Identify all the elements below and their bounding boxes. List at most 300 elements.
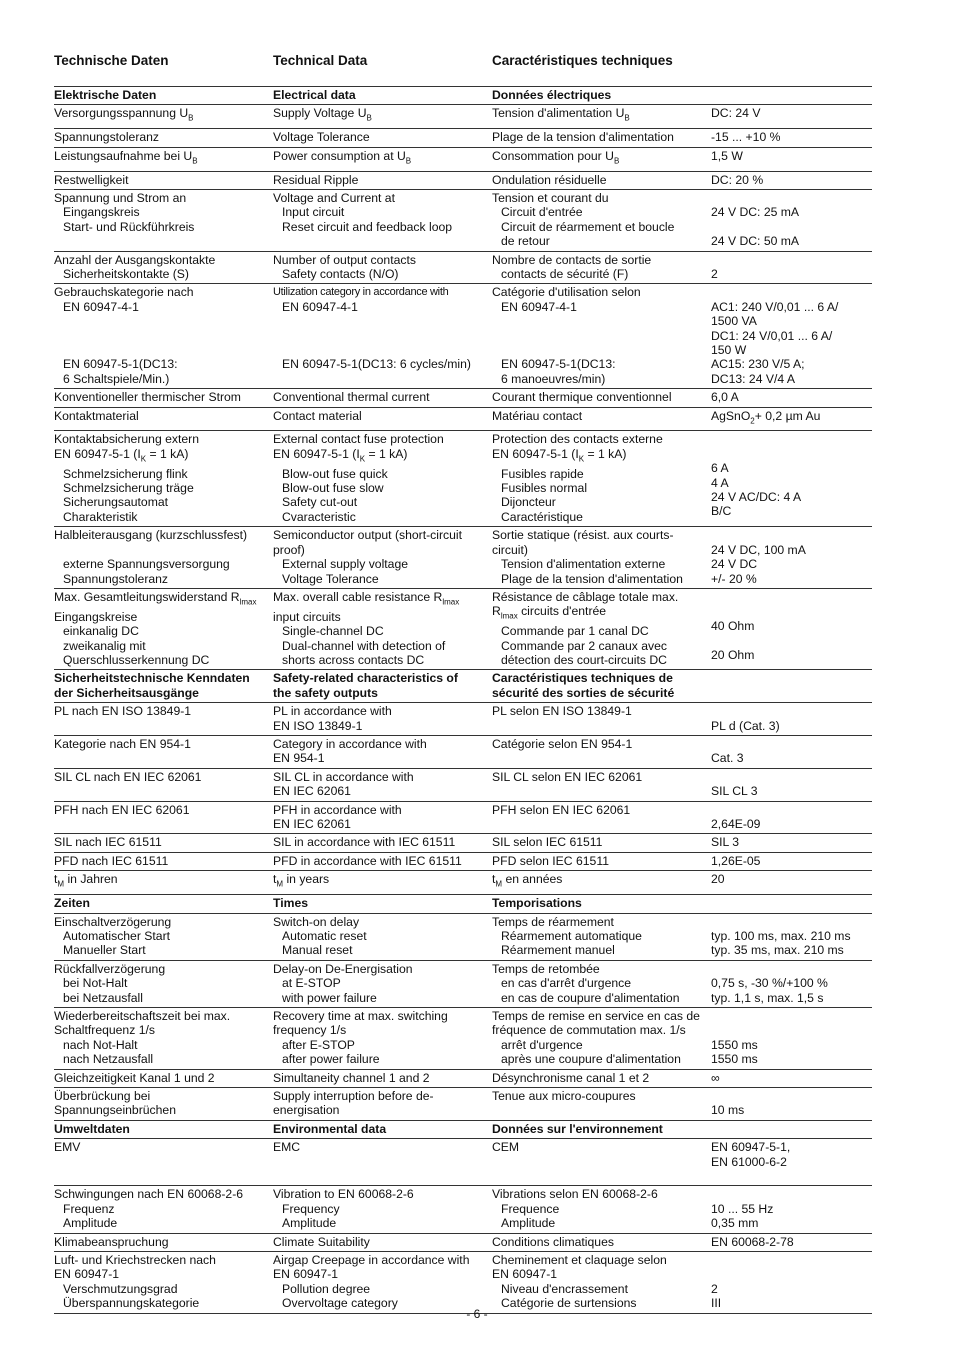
english-line: with power failure	[282, 990, 377, 1005]
german-line: Wiederbereitschaftszeit bei max.	[54, 1008, 231, 1023]
german-cell	[54, 1252, 273, 1314]
table-row	[54, 105, 872, 129]
french-cell	[492, 1186, 711, 1233]
english-line: Dual-channel with detection of	[282, 638, 446, 653]
value-line: 1,26E-05	[711, 853, 761, 868]
english-line: Voltage Tolerance	[282, 571, 379, 586]
german-cell	[54, 431, 273, 527]
value-cell	[711, 389, 872, 407]
german-cell	[54, 389, 273, 407]
french-cell	[492, 834, 711, 852]
german-cell	[54, 1186, 273, 1233]
english-line: Times	[273, 896, 309, 911]
header-english: Technical Data	[273, 53, 368, 68]
value-cell	[711, 189, 872, 251]
german-line: Schwingungen nach EN 60068-2-6	[54, 1187, 244, 1202]
french-line: Frequence	[501, 1201, 560, 1216]
french-line: PL selon EN ISO 13849-1	[492, 704, 632, 719]
german-line: SIL nach IEC 61511	[54, 835, 162, 850]
french-line: Catégorie d'utilisation selon	[492, 285, 641, 300]
english-line: Category in accordance with	[273, 737, 427, 752]
section-header-row	[54, 87, 872, 105]
german-cell	[54, 87, 273, 105]
subscript: M	[276, 879, 284, 889]
german-line: Einschaltverzögerung	[54, 914, 172, 929]
french-line: sécurité des sorties de sécurité	[492, 685, 675, 700]
value-line: DC: 24 V	[711, 106, 761, 121]
english-cell	[273, 431, 492, 527]
value-cell	[711, 87, 872, 105]
french-line	[492, 1155, 711, 1169]
english-line: EN 60947-1	[273, 1267, 339, 1282]
german-line: Max. Gesamtleitungswiderstand $R_{lmax}$	[54, 589, 257, 607]
german-line: EMV	[54, 1140, 81, 1155]
value-line	[711, 447, 872, 461]
english-line: Recovery time at max. switching	[273, 1008, 448, 1023]
value-line: 2	[711, 266, 718, 281]
french-cell	[492, 251, 711, 284]
french-line: Tenue aux micro-coupures	[492, 1088, 636, 1103]
value-cell	[711, 129, 872, 147]
value-line: 1,5 W	[711, 148, 743, 163]
french-line	[492, 751, 711, 765]
german-line	[54, 343, 273, 357]
value-line	[711, 220, 872, 234]
french-cell	[492, 1252, 711, 1314]
french-line: CEM	[492, 1140, 520, 1155]
french-line: PFH selon EN IEC 62061	[492, 802, 631, 817]
french-line: Caractéristique	[501, 509, 583, 524]
french-line: en cas d'arrêt d'urgence	[501, 976, 631, 991]
french-line: Amplitude	[501, 1216, 556, 1231]
value-line: 40 Ohm	[711, 618, 755, 633]
german-line: $t_M$ in Jahren	[54, 872, 118, 889]
german-line: EN 60947-5-1 ($I_K = 1$ kA)	[54, 446, 189, 464]
german-cell	[54, 895, 273, 913]
german-line	[54, 784, 273, 798]
german-line: Versorgungsspannung $U_B$	[54, 106, 194, 123]
value-cell	[711, 105, 872, 129]
table-row	[54, 431, 872, 527]
french-line: après une coupure d'alimentation	[501, 1052, 681, 1067]
english-line: Input circuit	[282, 205, 345, 220]
english-cell	[273, 736, 492, 769]
french-line: Données électriques	[492, 88, 612, 102]
section-header-row	[54, 1120, 872, 1138]
table-row	[54, 284, 872, 389]
value-line: typ. 1,1 s, max. 1,5 s	[711, 990, 824, 1005]
english-cell	[273, 960, 492, 1007]
german-line: Spannungstoleranz	[54, 130, 160, 145]
german-line: Sicherungsautomat	[63, 495, 169, 510]
value-line: 2	[711, 1281, 718, 1296]
french-line: Catégorie selon EN 954-1	[492, 737, 633, 752]
english-cell	[273, 407, 492, 431]
subscript: lmax	[442, 597, 460, 607]
german-line: Eingangskreise	[54, 609, 138, 624]
english-line: Voltage and Current at	[273, 190, 395, 205]
value-line: EN 60947-5-1,	[711, 1140, 791, 1155]
german-cell	[54, 960, 273, 1007]
table-row	[54, 588, 872, 669]
english-line: Reset circuit and feedback loop	[282, 219, 453, 234]
french-line: Tension d'alimentation $U_B$	[492, 106, 630, 123]
value-line	[711, 1009, 872, 1023]
english-line: External supply voltage	[282, 557, 409, 572]
french-cell	[492, 736, 711, 769]
english-line: Utilization category in accordance with	[273, 286, 449, 299]
value-cell	[711, 852, 872, 870]
page-header	[54, 53, 872, 71]
value-cell	[711, 1252, 872, 1314]
value-cell	[711, 171, 872, 189]
table-row	[54, 703, 872, 736]
french-cell	[492, 147, 711, 171]
value-cell	[711, 960, 872, 1007]
english-line: Semiconductor output (short-circuit	[273, 528, 462, 543]
french-line: fréquence de commutation max. 1/s	[492, 1023, 686, 1038]
german-cell	[54, 834, 273, 852]
english-line: SIL in accordance with IEC 61511	[273, 835, 456, 850]
subscript: M	[57, 879, 65, 889]
german-line: Start- und Rückführkreis	[63, 219, 195, 234]
german-line	[54, 543, 273, 557]
table-row	[54, 852, 872, 870]
value-cell	[711, 670, 872, 703]
section-header-row	[54, 895, 872, 913]
french-line: $t_M$ en années	[492, 872, 563, 889]
german-line: Amplitude	[63, 1216, 118, 1231]
french-line: en cas de coupure d'alimentation	[501, 990, 680, 1005]
value-line: B/C	[711, 504, 732, 519]
value-cell	[711, 147, 872, 171]
table-row	[54, 1139, 872, 1186]
french-line: détection des court-circuits DC	[501, 652, 667, 667]
german-cell	[54, 913, 273, 960]
value-line: 10 ms	[711, 1103, 745, 1118]
value-cell	[711, 913, 872, 960]
value-line: AgSnO$_2$+ 0,2 µm Au	[711, 408, 821, 426]
table-row	[54, 1069, 872, 1087]
french-cell	[492, 1139, 711, 1186]
german-line: Umweltdaten	[54, 1121, 130, 1136]
french-line: Résistance de câblage totale max.	[492, 589, 679, 604]
english-line	[273, 1169, 492, 1183]
value-line: 20 Ohm	[711, 647, 755, 662]
english-line: Environmental data	[273, 1121, 387, 1136]
french-cell	[492, 895, 711, 913]
german-line	[54, 1155, 273, 1169]
subscript: lmax	[239, 597, 257, 607]
german-line: Elektrische Daten	[54, 88, 157, 102]
subscript: K	[140, 454, 147, 464]
german-line: Spannungstoleranz	[63, 571, 169, 586]
subscript: 2	[750, 416, 755, 426]
value-line	[711, 1089, 872, 1103]
english-line: Electrical data	[273, 88, 356, 102]
english-line: Conventional thermal current	[273, 390, 430, 405]
french-line: Protection des contacts externe	[492, 432, 663, 447]
german-cell	[54, 871, 273, 895]
value-line: III	[711, 1296, 722, 1311]
subscript: B	[192, 156, 198, 166]
english-line: Safety cut-out	[282, 495, 358, 510]
value-line	[711, 88, 872, 102]
value-cell	[711, 284, 872, 389]
german-line: PFD nach IEC 61511	[54, 853, 169, 868]
french-cell	[492, 703, 711, 736]
english-line: Max. overall cable resistance $R_{lmax}$	[273, 589, 460, 607]
subscript: K	[359, 454, 366, 464]
value-line: -15 ... +10 %	[711, 130, 781, 145]
english-cell	[273, 834, 492, 852]
value-line: 24 V DC: 25 mA	[711, 205, 800, 220]
french-line: Fusibles normal	[501, 481, 588, 496]
german-line: bei Netzausfall	[63, 990, 143, 1005]
german-line	[54, 817, 273, 831]
english-line: Climate Suitability	[273, 1234, 370, 1249]
english-line: Voltage Tolerance	[273, 130, 370, 145]
english-line: Contact material	[273, 408, 362, 423]
french-cell	[492, 852, 711, 870]
value-cell	[711, 871, 872, 895]
french-line: Commande par 1 canal DC	[501, 624, 649, 639]
german-line: Rückfallverzögerung	[54, 961, 166, 976]
value-line: 1550 ms	[711, 1052, 758, 1067]
french-line: contacts de sécurité (F)	[501, 266, 629, 281]
value-cell	[711, 407, 872, 431]
english-line	[273, 314, 492, 328]
english-cell	[273, 1120, 492, 1138]
french-line: EN 60947-4-1	[501, 299, 577, 314]
french-line: Caractéristiques techniques de	[492, 671, 673, 686]
german-line	[54, 329, 273, 343]
value-line: 24 V DC: 50 mA	[711, 234, 800, 249]
value-cell	[711, 431, 872, 527]
french-line: Courant thermique conventionnel	[492, 390, 672, 405]
english-line: input circuits	[273, 609, 341, 624]
value-line	[711, 604, 872, 618]
english-line	[273, 343, 492, 357]
french-cell	[492, 1120, 711, 1138]
french-line: Temps de retombée	[492, 961, 600, 976]
german-line: nach Not-Halt	[63, 1037, 138, 1052]
english-line: Manual reset	[282, 943, 353, 958]
value-line	[711, 1253, 872, 1267]
table-row	[54, 1087, 872, 1120]
english-cell	[273, 171, 492, 189]
value-cell	[711, 251, 872, 284]
french-line	[492, 719, 711, 733]
french-cell	[492, 389, 711, 407]
german-line: Überspannungskategorie	[63, 1296, 200, 1311]
french-cell	[492, 871, 711, 895]
value-line	[711, 704, 872, 718]
german-cell	[54, 1007, 273, 1069]
german-line: einkanalig DC	[63, 624, 139, 639]
french-line: PFD selon IEC 61511	[492, 853, 609, 868]
value-line	[711, 528, 872, 542]
german-line: Eingangskreis	[63, 205, 140, 220]
german-cell	[54, 670, 273, 703]
german-line: Kontaktmaterial	[54, 408, 139, 423]
german-line	[54, 719, 273, 733]
german-line: Konventioneller thermischer Strom	[54, 390, 241, 405]
subscript: B	[613, 156, 620, 166]
english-line: EN 60947-5-1 ($I_K = 1$ kA)	[273, 446, 408, 464]
french-line: Dijoncteur	[501, 495, 556, 510]
french-cell	[492, 105, 711, 129]
german-cell	[54, 251, 273, 284]
value-line	[711, 1187, 872, 1201]
english-line: EN ISO 13849-1	[273, 718, 363, 733]
english-cell	[273, 284, 492, 389]
value-line: EN 60068-2-78	[711, 1234, 794, 1249]
french-line: Consommation pour $U_B$	[492, 148, 620, 166]
english-line: Simultaneity channel 1 and 2	[273, 1070, 430, 1085]
french-line: Réarmement manuel	[501, 943, 615, 958]
table-row	[54, 189, 872, 251]
french-line: Matériau contact	[492, 408, 583, 423]
value-line	[711, 896, 872, 910]
english-line: Number of output contacts	[273, 252, 416, 267]
english-cell	[273, 852, 492, 870]
german-cell	[54, 147, 273, 171]
value-cell	[711, 801, 872, 834]
english-line: Residual Ripple	[273, 172, 359, 187]
value-cell	[711, 895, 872, 913]
value-line: 4 A	[711, 475, 729, 490]
table-row	[54, 389, 872, 407]
german-line: Überbrückung bei	[54, 1088, 151, 1103]
english-line: Pollution degree	[282, 1281, 371, 1296]
value-line: 1500 VA	[711, 314, 757, 329]
english-line: EN 60947-5-1(DC13: 6 cycles/min)	[282, 357, 471, 372]
german-line: Sicherheitstechnische Kenndaten	[54, 671, 250, 686]
german-line: Schaltfrequenz 1/s	[54, 1023, 155, 1038]
german-line: Gleichzeitigkeit Kanal 1 und 2	[54, 1070, 215, 1085]
german-cell	[54, 588, 273, 669]
value-line	[711, 915, 872, 929]
french-line: Cheminement et claquage selon	[492, 1253, 667, 1268]
table-row	[54, 768, 872, 801]
value-line: DC13: 24 V/4 A	[711, 371, 796, 386]
german-line: EN 60947-4-1	[63, 299, 139, 314]
value-line	[711, 737, 872, 751]
english-line: Automatic reset	[282, 928, 367, 943]
french-line: Temps de réarmement	[492, 914, 614, 929]
german-cell	[54, 284, 273, 389]
english-cell	[273, 1252, 492, 1314]
german-line: Anzahl der Ausgangskontakte	[54, 252, 216, 267]
technical-data-table	[54, 86, 872, 1314]
english-cell	[273, 1233, 492, 1251]
french-line: EN 60947-1	[492, 1267, 558, 1282]
value-line: typ. 35 ms, max. 210 ms	[711, 943, 844, 958]
value-line: SIL 3	[711, 835, 740, 850]
header-french: Caractéristiques techniques	[492, 53, 673, 68]
english-line	[273, 329, 492, 343]
french-line: Données sur l'environnement	[492, 1121, 663, 1136]
german-line: Gebrauchskategorie nach	[54, 285, 194, 300]
english-line: Vibration to EN 60068-2-6	[273, 1187, 414, 1202]
german-line: Spannungseinbrüchen	[54, 1103, 176, 1118]
english-line: Supply Voltage $U_B$	[273, 106, 372, 123]
value-line: 10 ... 55 Hz	[711, 1201, 774, 1216]
english-line: Power consumption at $U_B$	[273, 148, 412, 166]
english-cell	[273, 895, 492, 913]
german-line: Spannung und Strom an	[54, 190, 187, 205]
value-cell	[711, 703, 872, 736]
table-row	[54, 736, 872, 769]
value-cell	[711, 834, 872, 852]
english-cell	[273, 670, 492, 703]
french-line: de retour	[501, 234, 550, 249]
english-line: PL in accordance with	[273, 704, 392, 719]
french-line: Tension d'alimentation externe	[501, 557, 666, 572]
english-cell	[273, 527, 492, 589]
english-line: after E-STOP	[282, 1037, 355, 1052]
french-cell	[492, 768, 711, 801]
french-cell	[492, 588, 711, 669]
english-cell	[273, 105, 492, 129]
german-line: nach Netzausfall	[63, 1052, 154, 1067]
value-line: PL d (Cat. 3)	[711, 718, 780, 733]
english-line	[273, 1155, 492, 1169]
subscript: B	[188, 113, 194, 123]
german-cell	[54, 1069, 273, 1087]
french-line	[492, 343, 711, 357]
value-cell	[711, 527, 872, 589]
french-line: SIL selon IEC 61511	[492, 835, 603, 850]
value-cell	[711, 1186, 872, 1233]
french-line: Réarmement automatique	[501, 928, 642, 943]
french-cell	[492, 87, 711, 105]
french-cell	[492, 284, 711, 389]
french-cell	[492, 1007, 711, 1069]
subscript: B	[624, 113, 630, 123]
french-cell	[492, 801, 711, 834]
value-cell	[711, 1069, 872, 1087]
german-cell	[54, 171, 273, 189]
table-row	[54, 1233, 872, 1251]
german-line: PL nach EN ISO 13849-1	[54, 704, 192, 719]
french-cell	[492, 960, 711, 1007]
value-cell	[711, 1087, 872, 1120]
english-line: the safety outputs	[273, 685, 378, 700]
french-cell	[492, 171, 711, 189]
table-row	[54, 801, 872, 834]
subscript: M	[495, 879, 503, 889]
header-german: Technische Daten	[54, 53, 169, 68]
german-cell	[54, 105, 273, 129]
german-cell	[54, 129, 273, 147]
value-line	[711, 191, 872, 205]
german-cell	[54, 703, 273, 736]
german-line: EN 60947-5-1(DC13:	[63, 357, 178, 372]
french-line: Temporisations	[492, 896, 582, 911]
english-line: EMC	[273, 1140, 301, 1155]
value-cell	[711, 588, 872, 669]
english-cell	[273, 189, 492, 251]
french-cell	[492, 527, 711, 589]
english-line: Safety contacts (N/O)	[282, 266, 399, 281]
value-line	[711, 1122, 872, 1136]
value-cell	[711, 1139, 872, 1186]
german-line: Sicherheitskontakte (S)	[63, 266, 189, 281]
english-line: Safety-related characteristics of	[273, 671, 458, 686]
german-line: der Sicherheitsausgänge	[54, 685, 199, 700]
